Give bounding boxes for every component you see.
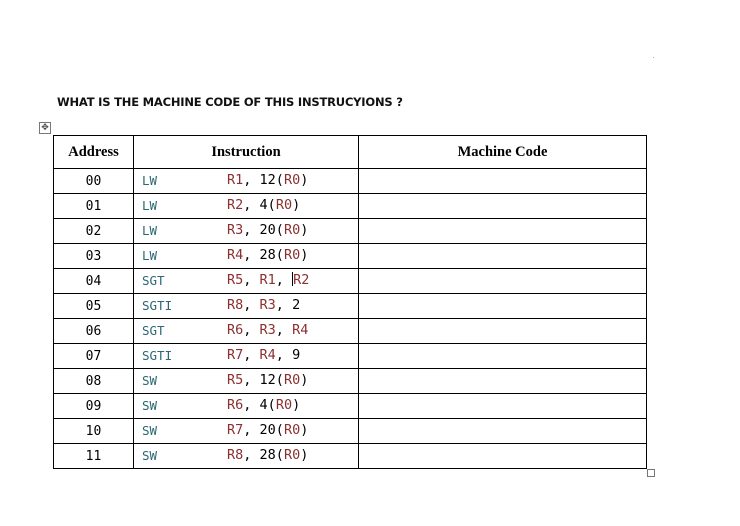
opcode: SW (142, 373, 158, 388)
separator-token: ) (292, 197, 301, 213)
operands (227, 372, 308, 388)
register-token: R5 (227, 272, 244, 288)
separator-token: ) (292, 397, 301, 413)
separator-token: ) (300, 447, 309, 463)
register-token: R0 (283, 422, 301, 438)
operands (227, 272, 309, 288)
table-row (54, 369, 647, 394)
register-token: R1 (227, 172, 244, 188)
stray-dot (653, 57, 654, 58)
table-row (54, 444, 647, 469)
address-cell[interactable]: 06 (54, 319, 134, 344)
table-row (54, 394, 647, 419)
opcode: LW (142, 248, 158, 263)
register-token: R1 (259, 272, 276, 288)
instruction-cell[interactable] (134, 319, 359, 344)
register-token: R3 (259, 322, 276, 338)
register-token: R4 (292, 322, 309, 338)
instruction-cell[interactable] (134, 244, 359, 269)
header-address: Address (54, 136, 134, 169)
opcode: LW (142, 173, 158, 188)
instruction-cell[interactable] (134, 269, 359, 294)
immediate-token: 2 (292, 297, 301, 313)
address-cell[interactable]: 10 (54, 419, 134, 444)
separator-token: , (243, 447, 260, 463)
machine-code-cell[interactable] (359, 369, 647, 394)
register-token: R2 (293, 272, 310, 288)
separator-token: , (243, 372, 260, 388)
machine-code-cell[interactable] (359, 169, 647, 194)
register-token: R5 (227, 372, 244, 388)
separator-token: , (243, 297, 260, 313)
table-row (54, 344, 647, 369)
register-token: R2 (227, 197, 244, 213)
separator-token: ( (275, 222, 284, 238)
separator-token: ( (275, 422, 284, 438)
immediate-token: 20 (259, 422, 276, 438)
opcode: SGT (142, 273, 165, 288)
register-token: R6 (227, 322, 244, 338)
separator-token: ) (300, 247, 309, 263)
register-token: R0 (283, 172, 301, 188)
immediate-token: 28 (259, 247, 276, 263)
table-row (54, 319, 647, 344)
opcode: SW (142, 448, 158, 463)
instruction-table (53, 135, 647, 469)
separator-token: ( (275, 172, 284, 188)
register-token: R3 (227, 222, 244, 238)
machine-code-cell[interactable] (359, 344, 647, 369)
separator-token: , (243, 172, 260, 188)
opcode: SGT (142, 323, 165, 338)
immediate-token: 28 (259, 447, 276, 463)
instruction-cell[interactable] (134, 394, 359, 419)
address-cell[interactable]: 04 (54, 269, 134, 294)
separator-token: , (243, 322, 260, 338)
instruction-cell[interactable] (134, 369, 359, 394)
instruction-cell[interactable] (134, 344, 359, 369)
address-cell[interactable]: 02 (54, 219, 134, 244)
operands (227, 197, 300, 213)
address-cell[interactable]: 07 (54, 344, 134, 369)
instruction-cell[interactable] (134, 294, 359, 319)
opcode: LW (142, 198, 158, 213)
separator-token: ( (267, 397, 276, 413)
register-token: R0 (283, 222, 301, 238)
machine-code-cell[interactable] (359, 194, 647, 219)
table-header-row (54, 136, 647, 169)
register-token: R0 (283, 372, 301, 388)
instruction-cell[interactable] (134, 194, 359, 219)
opcode: SW (142, 423, 158, 438)
instruction-cell[interactable] (134, 419, 359, 444)
table-row (54, 194, 647, 219)
register-token: R3 (259, 297, 276, 313)
move-icon[interactable]: ✥ (39, 122, 51, 134)
immediate-token: 20 (259, 222, 276, 238)
separator-token: , (243, 347, 260, 363)
operands (227, 347, 300, 363)
address-cell[interactable]: 01 (54, 194, 134, 219)
separator-token: ) (300, 222, 309, 238)
machine-code-cell[interactable] (359, 444, 647, 469)
separator-token: , (243, 397, 260, 413)
operands (227, 397, 300, 413)
operands (227, 222, 308, 238)
separator-token: ( (275, 447, 284, 463)
table-row (54, 244, 647, 269)
separator-token: , (243, 422, 260, 438)
immediate-token: 4 (259, 197, 268, 213)
operands (227, 172, 308, 188)
register-token: R0 (275, 397, 293, 413)
machine-code-cell[interactable] (359, 269, 647, 294)
separator-token: , (243, 222, 260, 238)
separator-token: ) (300, 172, 309, 188)
instruction-cell[interactable] (134, 219, 359, 244)
register-token: R6 (227, 397, 244, 413)
separator-token: , (275, 297, 293, 313)
operands (227, 447, 308, 463)
immediate-token: 9 (292, 347, 301, 363)
operands (227, 422, 308, 438)
address-cell[interactable]: 00 (54, 169, 134, 194)
machine-code-cell[interactable] (359, 219, 647, 244)
register-token: R0 (283, 247, 301, 263)
register-token: R7 (227, 347, 244, 363)
opcode: LW (142, 223, 158, 238)
address-cell[interactable]: 11 (54, 444, 134, 469)
question-heading: WHAT IS THE MACHINE CODE OF THIS INSTRUCYIONS ? (57, 95, 403, 109)
machine-code-cell[interactable] (359, 244, 647, 269)
separator-token: , (275, 322, 293, 338)
separator-token: ( (275, 247, 284, 263)
opcode: SW (142, 398, 158, 413)
separator-token: ) (300, 422, 309, 438)
table-row (54, 269, 647, 294)
immediate-token: 12 (259, 372, 276, 388)
separator-token: , (275, 272, 293, 288)
table-row (54, 169, 647, 194)
address-cell[interactable]: 08 (54, 369, 134, 394)
register-token: R4 (227, 247, 244, 263)
table-row (54, 219, 647, 244)
table-row (54, 294, 647, 319)
operands (227, 247, 308, 263)
register-token: R7 (227, 422, 244, 438)
instruction-cell[interactable] (134, 444, 359, 469)
separator-token: ( (267, 197, 276, 213)
register-token: R0 (283, 447, 301, 463)
machine-code-cell[interactable] (359, 394, 647, 419)
address-cell[interactable]: 09 (54, 394, 134, 419)
header-machine-code: Machine Code (359, 136, 647, 169)
separator-token: , (243, 197, 260, 213)
machine-code-cell[interactable] (359, 319, 647, 344)
register-token: R4 (259, 347, 276, 363)
instruction-cell[interactable] (134, 169, 359, 194)
separator-token: , (243, 272, 260, 288)
immediate-token: 12 (259, 172, 276, 188)
machine-code-cell[interactable] (359, 294, 647, 319)
operands (227, 322, 308, 338)
register-token: R8 (227, 447, 244, 463)
immediate-token: 4 (259, 397, 268, 413)
table-row (54, 419, 647, 444)
address-cell[interactable]: 03 (54, 244, 134, 269)
register-token: R0 (275, 197, 293, 213)
register-token: R8 (227, 297, 244, 313)
opcode: SGTI (142, 348, 173, 363)
opcode: SGTI (142, 298, 173, 313)
separator-token: , (275, 347, 293, 363)
separator-token: ( (275, 372, 284, 388)
machine-code-cell[interactable] (359, 419, 647, 444)
separator-token: , (243, 247, 260, 263)
operands (227, 297, 300, 313)
address-cell[interactable]: 05 (54, 294, 134, 319)
header-instruction: Instruction (134, 136, 359, 169)
separator-token: ) (300, 372, 309, 388)
resize-handle-icon[interactable] (647, 469, 655, 477)
